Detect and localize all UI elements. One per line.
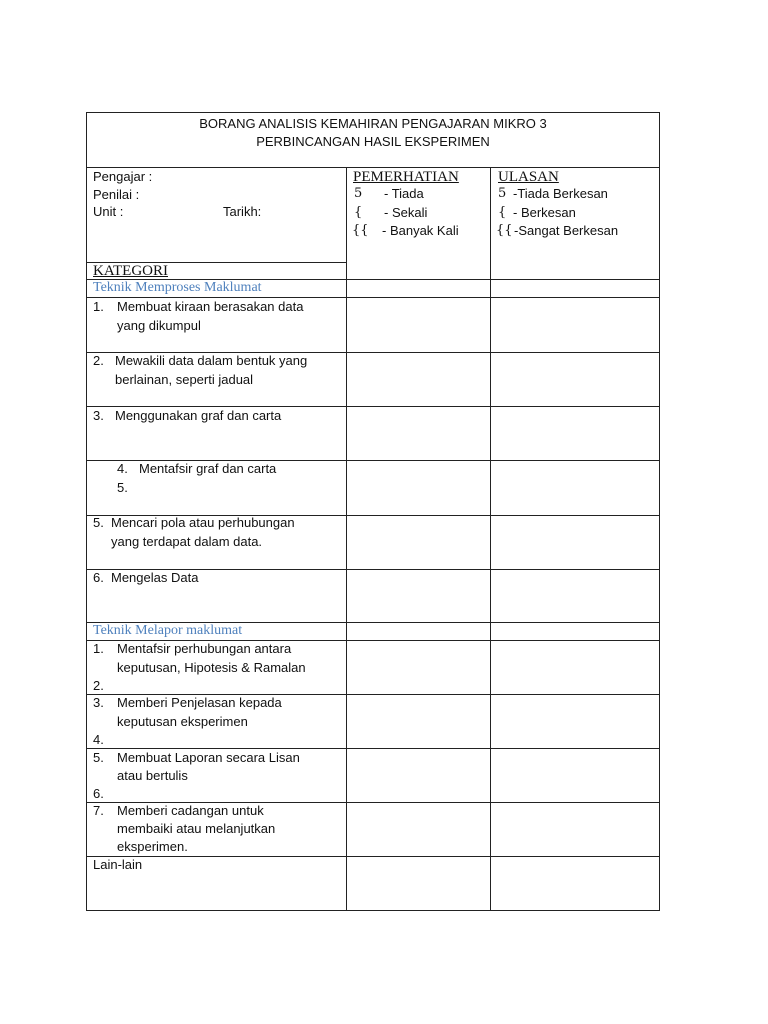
item-text: Mentafsir perhubungan antara — [117, 641, 292, 656]
scale-label: -Sangat Berkesan — [514, 223, 619, 238]
pemerhatian-heading: PEMERHATIAN — [353, 169, 459, 185]
item-number: 5. — [93, 750, 104, 765]
item-text: keputusan, Hipotesis & Ramalan — [117, 660, 306, 675]
item-number: 2. — [93, 678, 104, 693]
item-text: Memberi Penjelasan kepada — [117, 695, 282, 710]
item-number: 6. — [93, 786, 104, 801]
item-text: keputusan eksperimen — [117, 714, 248, 729]
scale-label: - Tiada — [384, 186, 424, 201]
form-title: BORANG ANALISIS KEMAHIRAN PENGAJARAN MIKRO 3 — [199, 116, 547, 131]
item-number: 4. — [93, 732, 104, 747]
item-text: 5. — [117, 480, 128, 495]
item-text: yang terdapat dalam data. — [111, 534, 263, 549]
scale-label: - Berkesan — [513, 205, 576, 220]
item-text: Membuat Laporan secara Lisan — [117, 750, 300, 765]
form-subtitle: PERBINCANGAN HASIL EKSPERIMEN — [256, 134, 490, 149]
item-text: Mencari pola atau perhubungan — [111, 515, 295, 530]
item-number: 7. — [93, 803, 104, 818]
item-text: membaiki atau melanjutkan — [117, 821, 276, 836]
item-text: Mengelas Data — [111, 570, 199, 585]
scale-symbol: {{ — [496, 223, 513, 238]
unit-label: Unit : — [93, 204, 124, 219]
lain-lain-label: Lain-lain — [93, 857, 143, 872]
item-text: eksperimen. — [117, 839, 188, 854]
item-text: Menggunakan graf dan carta — [115, 408, 282, 423]
row-line — [87, 856, 659, 857]
item-number: 3. — [93, 408, 104, 423]
item-number: 4. — [117, 461, 128, 476]
scale-symbol: 5 — [354, 186, 363, 201]
evaluation-form — [86, 112, 660, 911]
section-heading-melapor: Teknik Melapor maklumat — [93, 623, 243, 638]
pengajar-label: Pengajar : — [93, 169, 153, 184]
item-text: Memberi cadangan untuk — [117, 803, 264, 818]
scale-symbol: { — [354, 205, 363, 220]
item-number: 3. — [93, 695, 104, 710]
item-text: berlainan, seperti jadual — [115, 372, 254, 387]
ulasan-heading: ULASAN — [498, 169, 559, 185]
kategori-heading: KATEGORI — [93, 263, 168, 279]
item-number: 1. — [93, 641, 104, 656]
penilai-label: Penilai : — [93, 187, 140, 202]
scale-label: - Banyak Kali — [382, 223, 459, 238]
item-text: yang dikumpul — [117, 318, 201, 333]
scale-symbol: { — [498, 205, 507, 220]
item-number: 5. — [93, 515, 104, 530]
scale-symbol: 5 — [498, 186, 507, 201]
item-number: 1. — [93, 299, 104, 314]
item-number: 6. — [93, 570, 104, 585]
item-text: Mewakili data dalam bentuk yang — [115, 353, 308, 368]
item-text: Membuat kiraan berasakan data — [117, 299, 304, 314]
scale-label: -Tiada Berkesan — [513, 186, 608, 201]
item-text: Mentafsir graf dan carta — [139, 461, 277, 476]
scale-label: - Sekali — [384, 205, 428, 220]
section-heading-memproses: Teknik Memproses Maklumat — [93, 280, 262, 295]
scale-symbol: {{ — [352, 223, 369, 238]
item-number: 2. — [93, 353, 104, 368]
tarikh-label: Tarikh: — [223, 204, 262, 219]
item-text: atau bertulis — [117, 768, 188, 783]
